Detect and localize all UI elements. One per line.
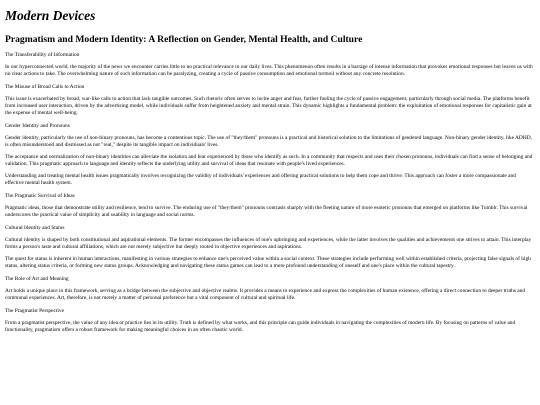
paragraph: Cultural identity is shaped by both constitutional and aspirational elements. The former encompasses the influences of one's upbringing and experiences, while the latter involves the qualities and achievements one strives to attain. This interplay forms a person's taste and cultural affiliations, which are not merely subjective but deeply rooted in objective experiences and aspirations. — [5, 237, 532, 251]
paragraph: The quest for status is inherent in human interactions, manifesting in various strategies to enhance one's perceived value within a social context. These strategies include performing well within established criteria, projecting false signals of high status, altering status criteria, or forming new status groups. Acknowledging and navigating these status games can lead to a more profound understanding of oneself and one's place within the cultural tapestry. — [5, 256, 531, 270]
article-section — [5, 123, 535, 187]
section-heading: The Transferability of Information — [5, 51, 80, 58]
article-section — [5, 52, 535, 78]
section-heading: The Misuse of Broad Calls to Action — [5, 83, 85, 90]
section-heading: The Pragmatist Perspective — [5, 308, 64, 315]
section-heading: The Role of Art and Meaning — [5, 276, 69, 283]
paragraph: The acceptance and normalization of non-binary identities can alleviate the isolation and fear experienced by those who identify as such. In a community that respects and uses their chosen pronouns, individuals can find a sense of belonging and validation. This pragmatic approach to language and identity reflects the underlying utility and survival of ideas that resonate with people's lived experiences. — [5, 153, 533, 167]
article-section — [5, 308, 535, 334]
article-section — [5, 84, 535, 117]
paragraph: From a pragmatist perspective, the value of any idea or practice lies in its utility. Truth is defined by what works, and this principle can guide individuals in navigating the complexities of modern life. By focusing on patterns of value and functionality, pragmatism offers a robust framework for making meaningful choices in an often chaotic world. — [5, 320, 516, 334]
paragraph: Understanding and treating mental health issues pragmatically involves recognizing the validity of individuals' experiences and offering practical solutions to help them cope and thrive. This approach can foster a more compassionate and effective mental health system. — [5, 173, 516, 187]
paragraph: Art holds a unique place in this framework, serving as a bridge between the subjective and objective realms. It provides a means to experience and express the complexities of human existence, offering a direct connection to deeper truths and communal experiences. Art, therefore, is not merely a matter of personal preference but a vital component of cultural and spiritual life. — [5, 288, 526, 302]
section-heading: The Pragmatic Survival of Ideas — [5, 193, 75, 200]
paragraph: In our hyperconnected world, the majority of the news we encounter carries little to no practical relevance to our daily lives. This phenomenon often results in a barrage of intense information that provokes emotional responses but leaves us with no clear actions to take. The overwhelming nature of such information can be paralyzing, creating a cycle of passive consumption and emotional turmoil without any concrete resolution. — [5, 63, 533, 77]
article-section — [5, 193, 535, 219]
paragraph: Gender identity, particularly the use of non-binary pronouns, has become a contentious topic. The use of "they/them" pronouns is a practical and historical solution to the limitations of gendered language. Non-binary gender identity, like ADHD, is often misunderstood and dismissed as not "real," despite its tangible impact on individuals' lives. — [5, 134, 532, 148]
article-section — [5, 225, 535, 270]
paragraph: This issue is exacerbated by broad, war-like calls to action that lack tangible outcomes. Such rhetoric often serves to incite anger and fear, further fueling the cycle of passive engagement, particularly through social media. The platforms benefit from increased user interaction, driven by the advertising model, while individuals suffer from heightened anxiety and mental strain. This dynamic highlights a fundamental problem: the exploitation of emotional responses for capitalistic gain at the expense of mental well-being. — [5, 95, 532, 116]
section-heading: Gender Identity and Pronouns — [5, 122, 70, 129]
paragraph: Pragmatic ideas, those that demonstrate utility and resilience, tend to survive. The enduring use of "they/them" pronouns contrasts sharply with the fleeting nature of more esoteric pronouns that emerged on platforms like Tumblr. This survival underscores the practical value of simplicity and usability in language and social norms. — [5, 205, 528, 219]
article-title: Pragmatism and Modern Identity: A Reflection on Gender, Mental Health, and Culture — [5, 33, 363, 45]
article-section — [5, 276, 535, 302]
site-title: Modern Devices — [5, 8, 96, 23]
section-heading: Cultural Identity and Status — [5, 225, 65, 232]
